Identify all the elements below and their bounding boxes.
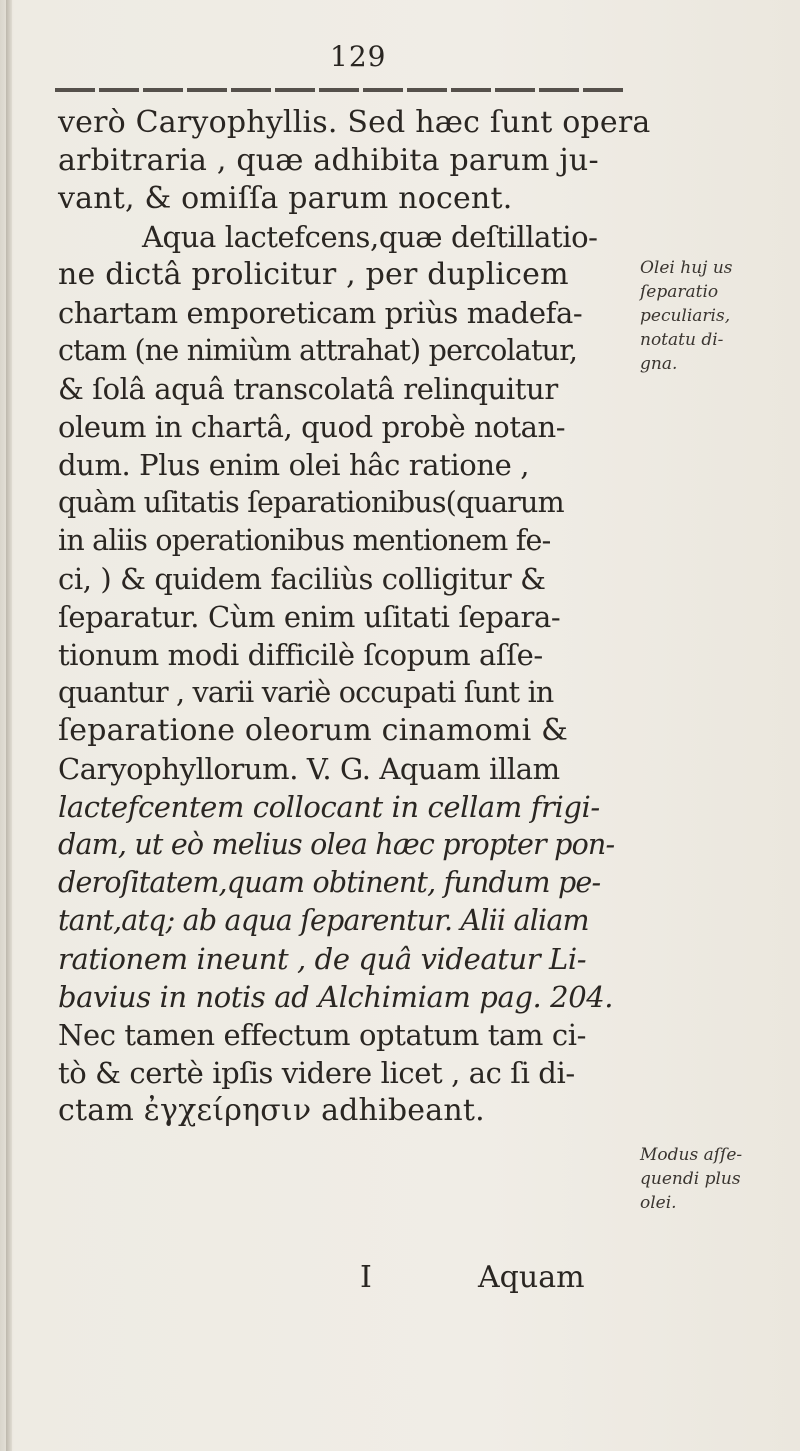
body-line-text: ſeparatur. Cùm enim uſitati ſepara- — [58, 600, 561, 634]
margin-note-line: quendi plus — [640, 1169, 741, 1189]
margin-note-line: Modus aſſe- — [640, 1145, 743, 1165]
body-line-text: quantur , varii variè occupati ſunt in — [58, 676, 554, 709]
body-line — [58, 522, 638, 560]
body-line — [58, 636, 638, 674]
body-text — [58, 104, 651, 1130]
body-line-text: lactefcentem collocant in cellam frigi- — [58, 790, 600, 824]
body-line — [58, 864, 638, 902]
body-line — [58, 750, 638, 788]
body-line — [58, 598, 638, 636]
body-line — [58, 218, 638, 256]
body-line — [58, 1054, 638, 1092]
body-line — [58, 446, 638, 484]
body-line — [58, 180, 638, 218]
body-line-text: ci, ) & quidem faciliùs colligitur & — [58, 562, 546, 596]
header-rule — [55, 88, 627, 92]
body-line-text: tò & certè ipſis videre licet , ac ſi di- — [58, 1056, 575, 1090]
body-line — [58, 560, 638, 598]
body-line-text: quàm uſitatis ſeparationibus(quarum — [58, 486, 564, 519]
margin-note — [640, 256, 800, 376]
body-line-text: deroſitatem,quam obtinent, fundum pe- — [58, 866, 601, 899]
margin-note-line: olei. — [640, 1193, 677, 1213]
body-line-text: ſeparatione oleorum cinamomi & — [58, 713, 569, 748]
margin-note-line: peculiaris, — [640, 306, 731, 326]
body-line-text: tionum modi difficilè ſcopum aſſe- — [58, 638, 543, 672]
margin-note-line: Olei huj us — [640, 258, 733, 278]
body-line-text: in aliis operationibus mentionem fe- — [58, 524, 551, 557]
body-line — [58, 712, 638, 750]
body-line-text: ctam ἐγχείρησιν adhibeant. — [58, 1093, 485, 1128]
body-line-text: verò Caryophyllis. Sed hæc ſunt opera — [58, 105, 651, 140]
body-line-text: oleum in chartâ, quod probè notan- — [58, 410, 566, 444]
margin-note-line: gna. — [640, 354, 678, 374]
body-line — [58, 826, 638, 864]
body-line-text: ne dictâ prolicitur , per duplicem — [58, 257, 569, 292]
body-line — [58, 142, 638, 180]
body-line-text: dam, ut eò melius olea hæc propter pon- — [58, 828, 615, 861]
signature-mark: I — [360, 1260, 372, 1295]
body-line-text: arbitraria , quæ adhibita parum ju- — [58, 143, 599, 178]
body-line — [58, 1016, 638, 1054]
body-line — [58, 484, 638, 522]
margin-note-line: notatu di- — [640, 330, 724, 350]
page-gutter — [6, 0, 12, 1451]
body-line — [58, 332, 638, 370]
body-line-text: ctam (ne nimiùm attrahat) percolatur, — [58, 334, 578, 367]
body-line-text: Aqua lactefcens,quæ deſtillatio- — [142, 220, 598, 254]
page-footer — [58, 1258, 638, 1298]
body-line — [58, 940, 638, 978]
page-number: 129 — [330, 40, 387, 73]
body-line-text: tant,atq; ab aqua ſeparentur. Alii aliam — [58, 904, 589, 937]
body-line-text: Nec tamen effectum optatum tam ci- — [58, 1018, 586, 1052]
body-line — [58, 408, 638, 446]
body-line — [58, 902, 638, 940]
body-line — [58, 674, 638, 712]
catchword: Aquam — [478, 1260, 585, 1295]
body-line — [58, 104, 651, 142]
body-line — [58, 256, 638, 294]
body-line-text: vant, & omiſſa parum nocent. — [58, 181, 513, 216]
body-line — [58, 978, 638, 1016]
body-line-text: chartam emporeticam priùs madefa- — [58, 296, 583, 330]
body-line-text: rationem ineunt , de quâ videatur Li- — [58, 942, 587, 976]
body-line-text: & ſolâ aquâ transcolatâ relinquitur — [58, 372, 558, 406]
body-line — [58, 294, 638, 332]
body-line — [58, 1092, 638, 1130]
body-line-text: Caryophyllorum. V. G. Aquam illam — [58, 752, 560, 786]
body-line — [58, 788, 638, 826]
body-line — [58, 370, 638, 408]
margin-note — [640, 1143, 800, 1215]
body-line-text: dum. Plus enim olei hâc ratione , — [58, 448, 530, 482]
margin-note-line: ſeparatio — [640, 282, 719, 302]
body-line-text: bavius in notis ad Alchimiam pag. 204. — [58, 980, 614, 1014]
